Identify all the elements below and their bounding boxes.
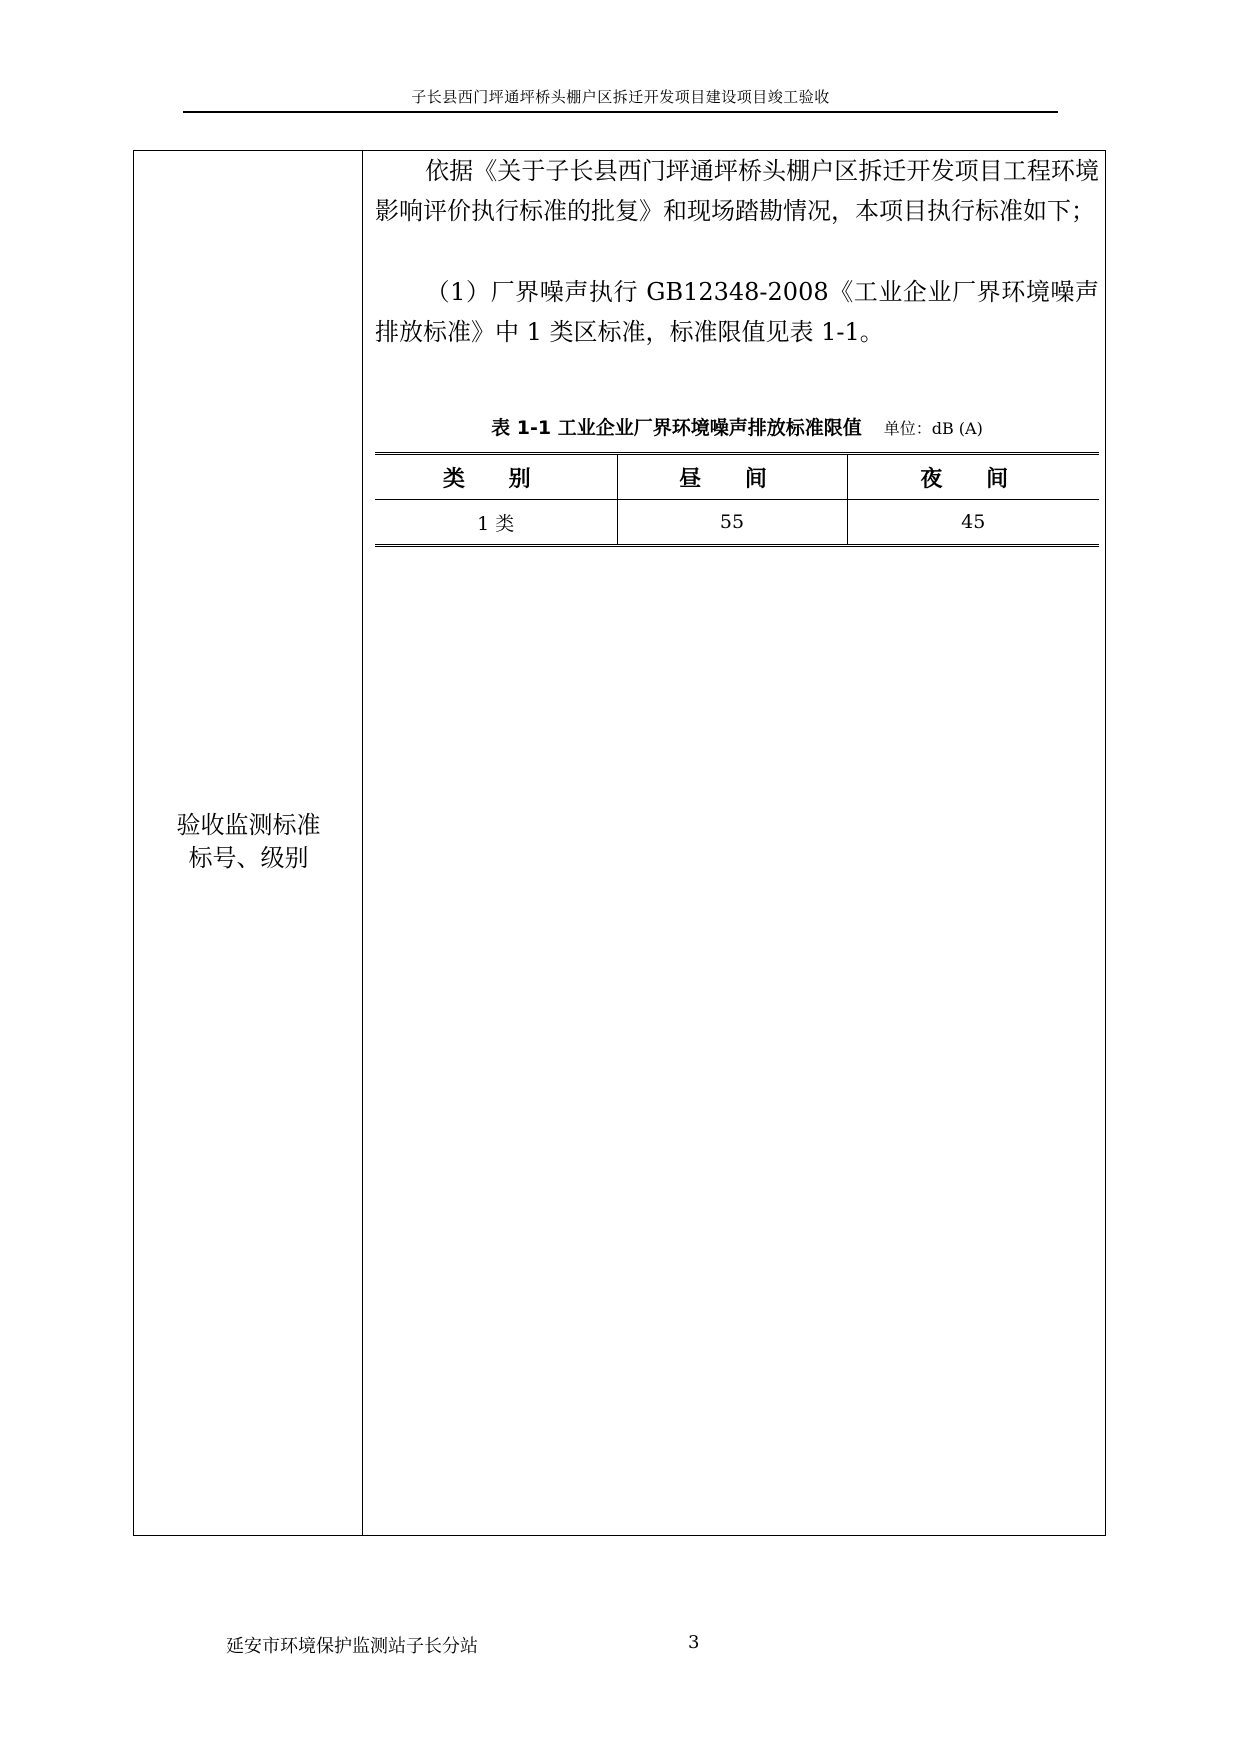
table-caption	[375, 413, 1099, 440]
paragraph-1-text: 依据《关于子长县西门坪通坪桥头棚户区拆迁开发项目工程环境影响评价执行标准的批复》和现场踏勘情况，本项目执行标准如下；	[375, 157, 1099, 225]
table-bottom-rule	[375, 544, 1099, 547]
label-line-1: 验收监测标准	[176, 811, 321, 839]
label-cell	[134, 151, 363, 1535]
table-caption-unit: 单位：dB (A)	[883, 419, 983, 438]
content-cell	[363, 151, 1105, 1535]
paragraph-noise-standard	[375, 272, 1099, 352]
label-cell-text	[134, 809, 363, 875]
cell-nighttime: 45	[961, 511, 986, 533]
noise-limit-table	[375, 452, 1099, 547]
label-line-2: 标号、级别	[188, 844, 309, 872]
paragraph-standards-basis	[375, 151, 1099, 231]
table-caption-title: 表 1-1 工业企业厂界环境噪声排放标准限值	[491, 417, 862, 439]
cell-category: 1 类	[375, 500, 617, 545]
page-header-title: 子长县西门坪通坪桥头棚户区拆迁开发项目建设项目竣工验收	[411, 88, 830, 106]
form-table	[133, 150, 1106, 1536]
header-daytime: 昼 间	[617, 455, 847, 500]
page-number: 3	[688, 1632, 700, 1653]
cell-daytime: 55	[617, 500, 847, 545]
header-rule	[183, 111, 1058, 113]
noise-limit-grid	[375, 455, 1099, 544]
footer-organization: 延安市环境保护监测站子长分站	[226, 1636, 478, 1657]
header-nighttime: 夜 间	[847, 455, 1099, 500]
table-header-row	[375, 455, 1099, 500]
header-category: 类 别	[375, 455, 617, 500]
table-row	[375, 500, 1099, 545]
paragraph-2-text: （1）厂界噪声执行 GB12348-2008《工业企业厂界环境噪声排放标准》中 1 类区标准，标准限值见表 1-1。	[375, 278, 1099, 346]
